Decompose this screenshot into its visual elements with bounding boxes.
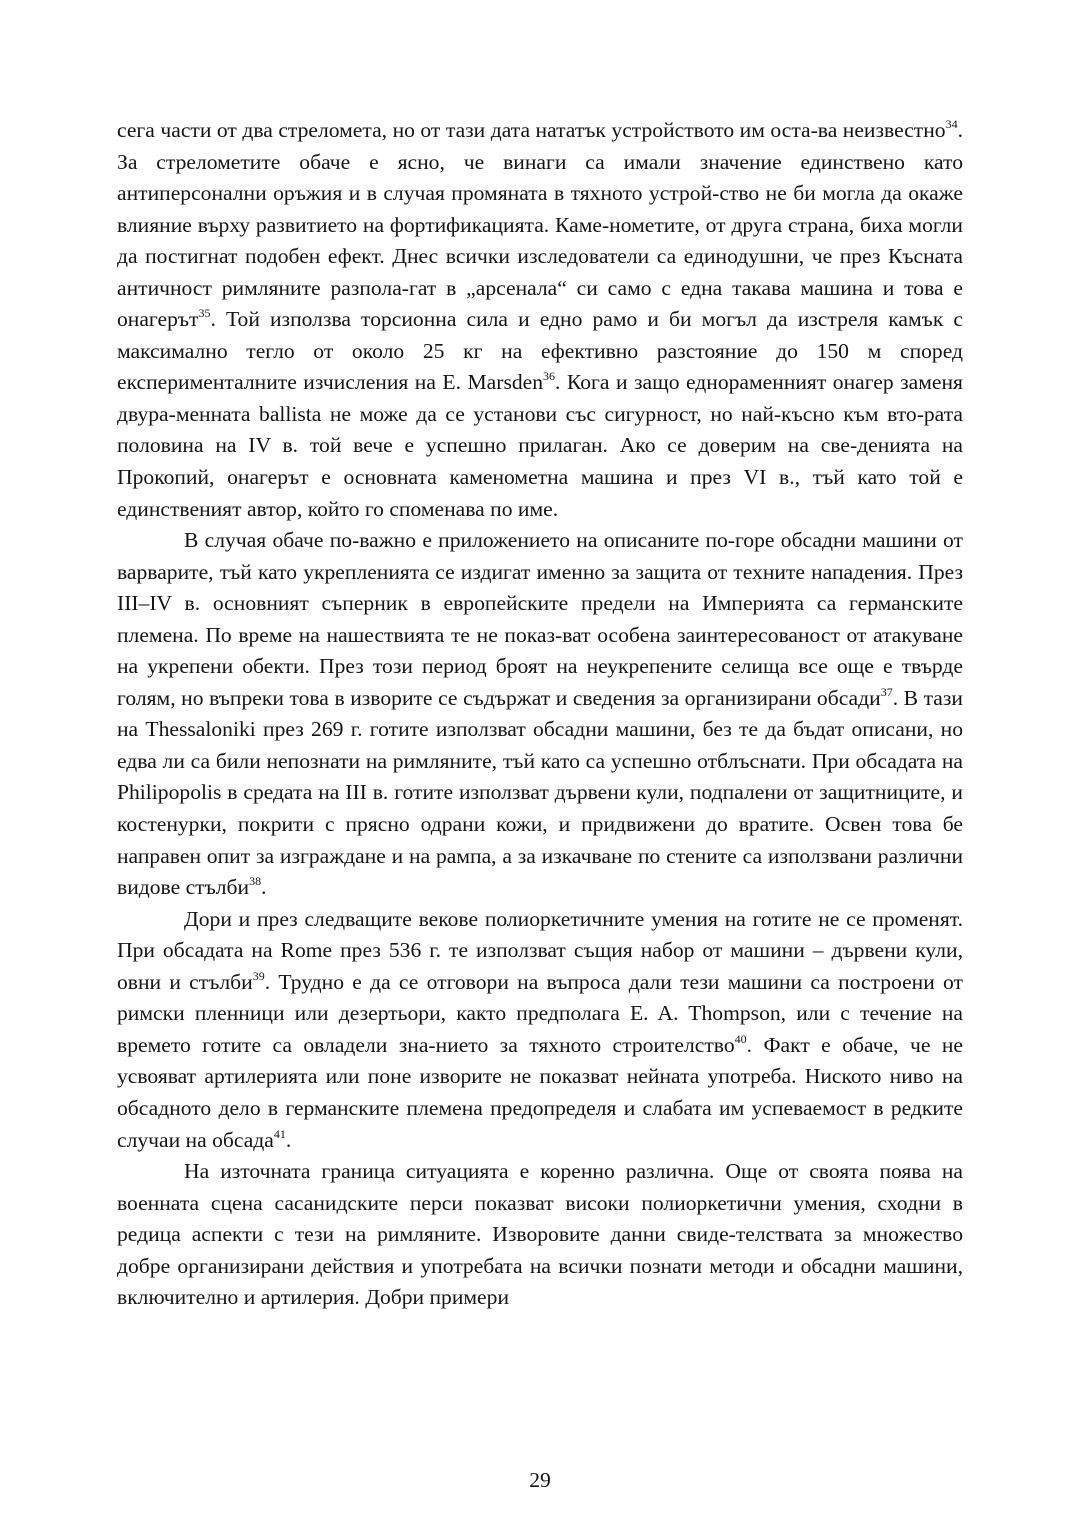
footnote-ref[interactable]: 39: [252, 968, 265, 983]
body-text: [117, 115, 963, 1314]
paragraph-3: [117, 904, 963, 1156]
text-run: сега части от два стреломета, но от тази дата нататък устройството им оста-ва неизвестно: [117, 118, 946, 142]
paragraph-1: [117, 115, 963, 525]
paragraph-4: [117, 1156, 963, 1314]
text-run: . За стрелометите обаче е ясно, че винаги са имали значение единствено като антиперсонални оръжия и в случая промяната в тяхното устрой-ство не би могла да окаже влияние върху развитието на фортификацията. Каме-нометите, от друга страна, биха могли да постигнат подобен ефект. Днес всички изследователи са единодушни, че през Късната античност римляните разпола-гат в „арсенала“ си само с една такава машина и това е онагерът: [117, 118, 963, 332]
text-run: . Кога и защо еднораменният онагер заменя двура-менната ballista не може да се установи със сигурност, но най-късно към вто-рата половина на IV в. той вече е успешно прилаган. Ако се доверим на све-денията на Прокопий, онагерът е основната каменометна машина и през VI в., тъй като той е единственият автор, който го споменава по име.: [117, 370, 963, 521]
footnote-ref[interactable]: 38: [249, 874, 262, 889]
paragraph-2: [117, 525, 963, 904]
text-run: .: [285, 1127, 292, 1152]
footnote-ref[interactable]: 36: [543, 369, 556, 384]
text-run: . Той използва торсионна сила и едно рамо и би могъл да изстреля камък с максимално тегло от около 25 кг на ефективно разстояние до 150 м според експерименталните изчисления на E. Marsden: [117, 307, 963, 395]
text-run: .: [261, 875, 267, 900]
page-number: 29: [529, 1468, 551, 1492]
footnote-ref[interactable]: 35: [198, 306, 211, 321]
footnote-ref[interactable]: 34: [945, 117, 958, 131]
text-run: . Факт е обаче, че не усвояват артилерията или поне изворите не показват нейната употреба. Ниското ниво на обсадното дело в германските племена предопределя и слабата им успеваемост в редките случаи на обсада: [117, 1032, 963, 1152]
text-run: В случая обаче по-важно е приложението на описаните по-горе обсадни машини от варварите, тъй като укрепленията се издигат именно за защита от техните нападения. През III–IV в. основният съперник в европейските предели на Империята са германските племена. По време на нашествията те не показ-ват особена заинтересованост от атакуване на укрепени обекти. През този период броят на неукрепените селища все още е твърде голям, но въпреки това в изворите се съдържат и сведения за организирани обсади: [117, 528, 963, 710]
text-run: На източната граница ситуацията е коренно различна. Още от своята поява на военната сцена сасанидските перси показват високи полиоркетични умения, сходни в редица аспекти с тези на римляните. Изворовите данни свиде-телствата за множество добре организирани действия и употребата на всички познати методи и обсадни машини, включително и артилерия. Добри примери: [117, 1159, 963, 1310]
text-run: Дори и през следващите векове полиоркетичните умения на готите не се променят. При обсадата на Rome през 536 г. те използват същия набор от машини – дървени кули, овни и стълби: [117, 906, 963, 994]
footnote-ref[interactable]: 41: [273, 1126, 286, 1141]
footnote-ref[interactable]: 40: [734, 1031, 747, 1046]
footnote-ref[interactable]: 37: [880, 684, 893, 699]
text-run: . В тази на Thessaloniki през 269 г. готите използват обсадни машини, без те да бъдат описани, но едва ли са били непознати на римляните, тъй като са успешно отблъснати. При обсадата на Philipopolis в средата на III в. готите използват дървени кули, подпалени от защитниците, и костенурки, покрити с прясно одрани кожи, и придвижени до вратите. Освен това бе направен опит за изграждане и на рампа, а за изкачване по стените са използвани различни видове стълби: [117, 685, 963, 900]
text-run: . Трудно е да се отговори на въпроса дали тези машини са построени от римски пленници или дезертьори, както предполага E. A. Thompson, или с течение на времето готите са овладели зна-нието за тяхното строителство: [117, 969, 963, 1057]
